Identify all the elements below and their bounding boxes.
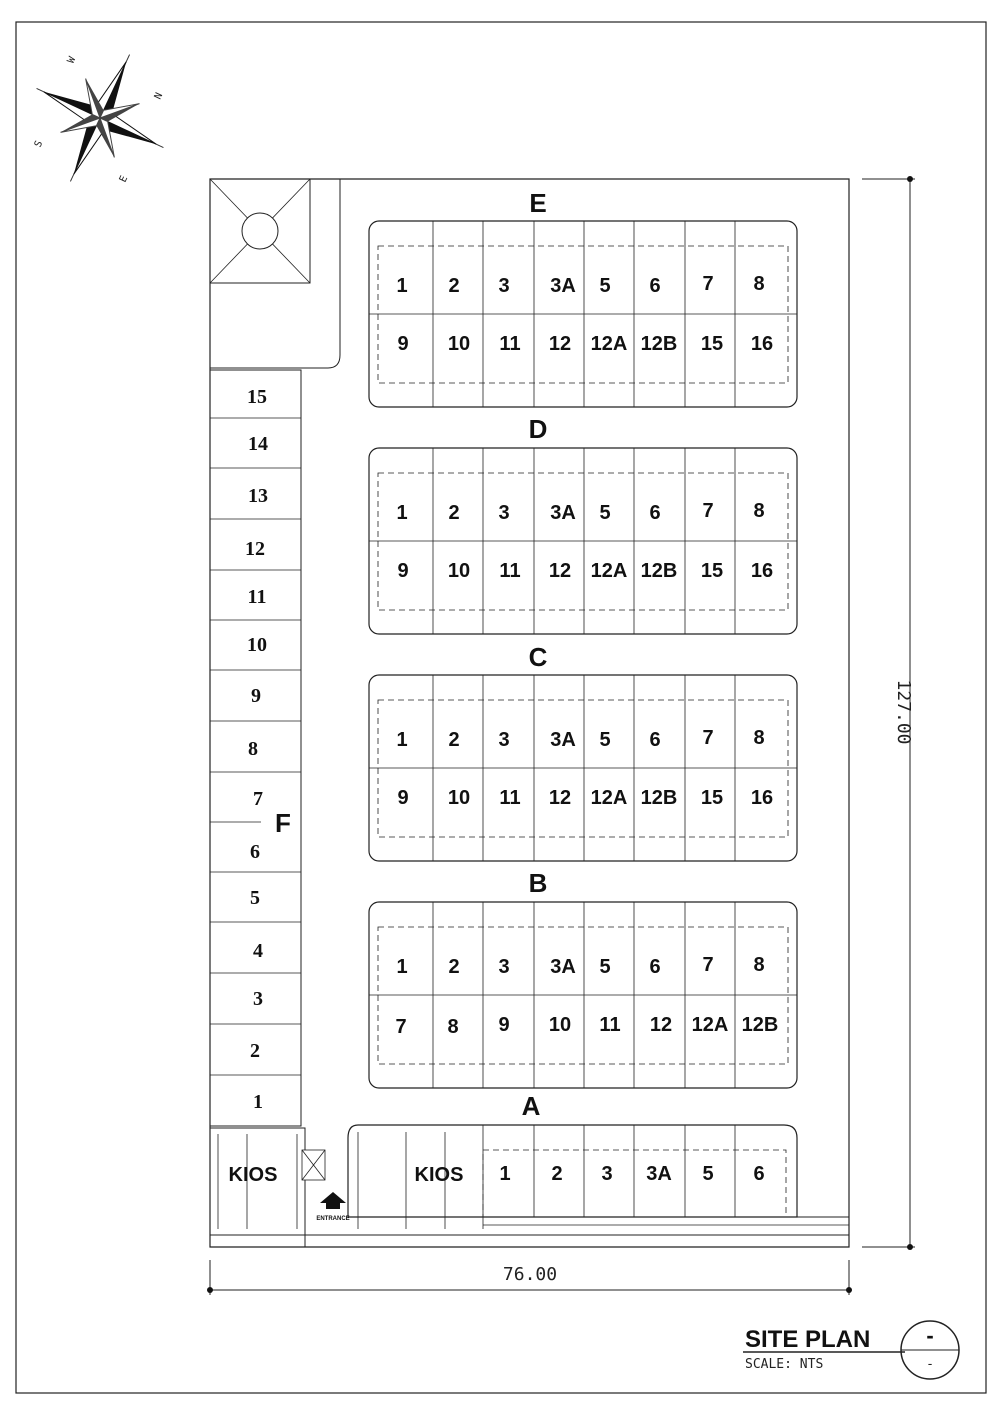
unit-e-8: 8 bbox=[753, 273, 765, 295]
unit-f-14: 14 bbox=[248, 433, 268, 455]
unit-e-15: 15 bbox=[700, 333, 724, 355]
unit-c-15: 15 bbox=[700, 787, 724, 809]
unit-f-3: 3 bbox=[253, 988, 263, 1010]
block-label-d: D bbox=[528, 414, 548, 444]
unit-b-8: 8 bbox=[753, 954, 765, 976]
unit-c-2: 2 bbox=[448, 729, 460, 751]
unit-b-1: 1 bbox=[396, 956, 408, 978]
block-f bbox=[210, 370, 301, 1126]
unit-e-2: 2 bbox=[448, 275, 460, 297]
block-e bbox=[369, 188, 797, 407]
unit-c-12a: 12A bbox=[590, 787, 628, 809]
unit-d-7: 7 bbox=[702, 500, 714, 522]
unit-c-3a: 3A bbox=[550, 729, 576, 751]
compass-e: E bbox=[117, 174, 131, 185]
unit-c-16: 16 bbox=[750, 787, 774, 809]
corner-plaza bbox=[210, 179, 310, 283]
unit-f-13: 13 bbox=[248, 485, 268, 507]
unit-e-12b: 12B bbox=[640, 333, 678, 355]
unit-b-12: 12 bbox=[649, 1014, 673, 1036]
compass-rose-icon bbox=[7, 25, 193, 211]
unit-c-12b: 12B bbox=[640, 787, 678, 809]
title-block bbox=[743, 1321, 959, 1379]
unit-f-6: 6 bbox=[250, 841, 260, 863]
unit-d-3: 3 bbox=[498, 502, 510, 524]
ref-bottom: - bbox=[926, 1357, 934, 1372]
unit-c-9: 9 bbox=[397, 787, 409, 809]
unit-e-12a: 12A bbox=[590, 333, 628, 355]
unit-e-9: 9 bbox=[397, 333, 409, 355]
unit-b-3: 3 bbox=[498, 956, 510, 978]
unit-d-10: 10 bbox=[447, 560, 471, 582]
unit-d-6: 6 bbox=[649, 502, 661, 524]
unit-d-12b: 12B bbox=[640, 560, 678, 582]
block-label-e: E bbox=[529, 188, 547, 218]
unit-b-2: 2 bbox=[448, 956, 460, 978]
unit-e-16: 16 bbox=[750, 333, 774, 355]
unit-f-1: 1 bbox=[253, 1091, 263, 1113]
unit-c-11: 11 bbox=[499, 787, 521, 809]
unit-e-3a: 3A bbox=[550, 275, 576, 297]
unit-e-7: 7 bbox=[702, 273, 714, 295]
entrance-marker bbox=[302, 1150, 350, 1222]
unit-a-2: 2 bbox=[551, 1163, 563, 1185]
unit-d-15: 15 bbox=[700, 560, 724, 582]
unit-c-1: 1 bbox=[396, 729, 408, 751]
unit-b-6: 6 bbox=[649, 956, 661, 978]
unit-b-11: 11 bbox=[599, 1014, 621, 1036]
unit-f-8: 8 bbox=[248, 738, 258, 760]
unit-d-3a: 3A bbox=[550, 502, 576, 524]
sheet-border bbox=[16, 22, 986, 1393]
unit-b-3a: 3A bbox=[550, 956, 576, 978]
unit-f-4: 4 bbox=[253, 940, 263, 962]
unit-d-5: 5 bbox=[599, 502, 611, 524]
unit-f-12: 12 bbox=[245, 538, 265, 560]
compass-s: S bbox=[32, 139, 46, 150]
unit-a-3a: 3A bbox=[646, 1163, 672, 1185]
unit-e-6: 6 bbox=[649, 275, 661, 297]
block-a bbox=[348, 1091, 849, 1229]
compass-n: N bbox=[152, 91, 166, 102]
unit-a-1: 1 bbox=[499, 1163, 511, 1185]
height-dimension: 127.00 bbox=[893, 679, 914, 745]
unit-a-5: 5 bbox=[702, 1163, 714, 1185]
block-label-b: B bbox=[528, 868, 548, 898]
dimension-height bbox=[862, 176, 915, 1250]
unit-d-11: 11 bbox=[499, 560, 521, 582]
unit-c-8: 8 bbox=[753, 727, 765, 749]
unit-e-10: 10 bbox=[447, 333, 471, 355]
compass-w: W bbox=[65, 55, 79, 66]
block-label-f: F bbox=[275, 808, 291, 838]
unit-e-11: 11 bbox=[499, 333, 521, 355]
unit-e-1: 1 bbox=[396, 275, 408, 297]
kios-f: KIOS bbox=[228, 1164, 278, 1186]
unit-a-6: 6 bbox=[753, 1163, 765, 1185]
unit-c-7: 7 bbox=[702, 727, 714, 749]
unit-b-5: 5 bbox=[599, 956, 611, 978]
unit-f-5: 5 bbox=[250, 887, 260, 909]
unit-b-b7: 7 bbox=[395, 1016, 407, 1038]
entrance-label: ENTRANCE bbox=[316, 1216, 350, 1222]
kios-a: KIOS bbox=[414, 1164, 464, 1186]
unit-d-16: 16 bbox=[750, 560, 774, 582]
unit-d-12: 12 bbox=[548, 560, 572, 582]
unit-b-7: 7 bbox=[702, 954, 714, 976]
unit-d-12a: 12A bbox=[590, 560, 628, 582]
unit-d-8: 8 bbox=[753, 500, 765, 522]
dimension-width bbox=[207, 1260, 852, 1295]
unit-f-9: 9 bbox=[251, 685, 261, 707]
unit-f-15: 15 bbox=[247, 386, 267, 408]
width-dimension: 76.00 bbox=[502, 1264, 558, 1285]
drawing-scale: SCALE: NTS bbox=[745, 1357, 824, 1372]
unit-c-3: 3 bbox=[498, 729, 510, 751]
block-label-c: C bbox=[528, 642, 548, 672]
entrance-arrow-icon bbox=[320, 1192, 346, 1209]
unit-a-3: 3 bbox=[601, 1163, 613, 1185]
unit-e-3: 3 bbox=[498, 275, 510, 297]
block-b bbox=[369, 868, 797, 1088]
block-label-a: A bbox=[521, 1091, 541, 1121]
unit-f-7: 7 bbox=[253, 788, 263, 810]
ref-top: - bbox=[926, 1323, 934, 1348]
unit-c-12: 12 bbox=[548, 787, 572, 809]
unit-c-6: 6 bbox=[649, 729, 661, 751]
unit-b-12a: 12A bbox=[691, 1014, 729, 1036]
unit-b-9: 9 bbox=[498, 1014, 510, 1036]
unit-d-1: 1 bbox=[396, 502, 408, 524]
unit-b-12b: 12B bbox=[741, 1014, 779, 1036]
unit-e-5: 5 bbox=[599, 275, 611, 297]
drawing-title: SITE PLAN bbox=[745, 1326, 871, 1353]
unit-b-b8: 8 bbox=[447, 1016, 459, 1038]
block-d bbox=[369, 414, 797, 634]
unit-e-12: 12 bbox=[548, 333, 572, 355]
unit-c-10: 10 bbox=[447, 787, 471, 809]
unit-f-2: 2 bbox=[250, 1040, 260, 1062]
block-c bbox=[369, 642, 797, 861]
unit-d-2: 2 bbox=[448, 502, 460, 524]
unit-d-9: 9 bbox=[397, 560, 409, 582]
kios-left bbox=[210, 1128, 305, 1247]
unit-f-11: 11 bbox=[247, 586, 267, 608]
unit-b-10: 10 bbox=[548, 1014, 572, 1036]
unit-f-10: 10 bbox=[247, 634, 267, 656]
unit-c-5: 5 bbox=[599, 729, 611, 751]
